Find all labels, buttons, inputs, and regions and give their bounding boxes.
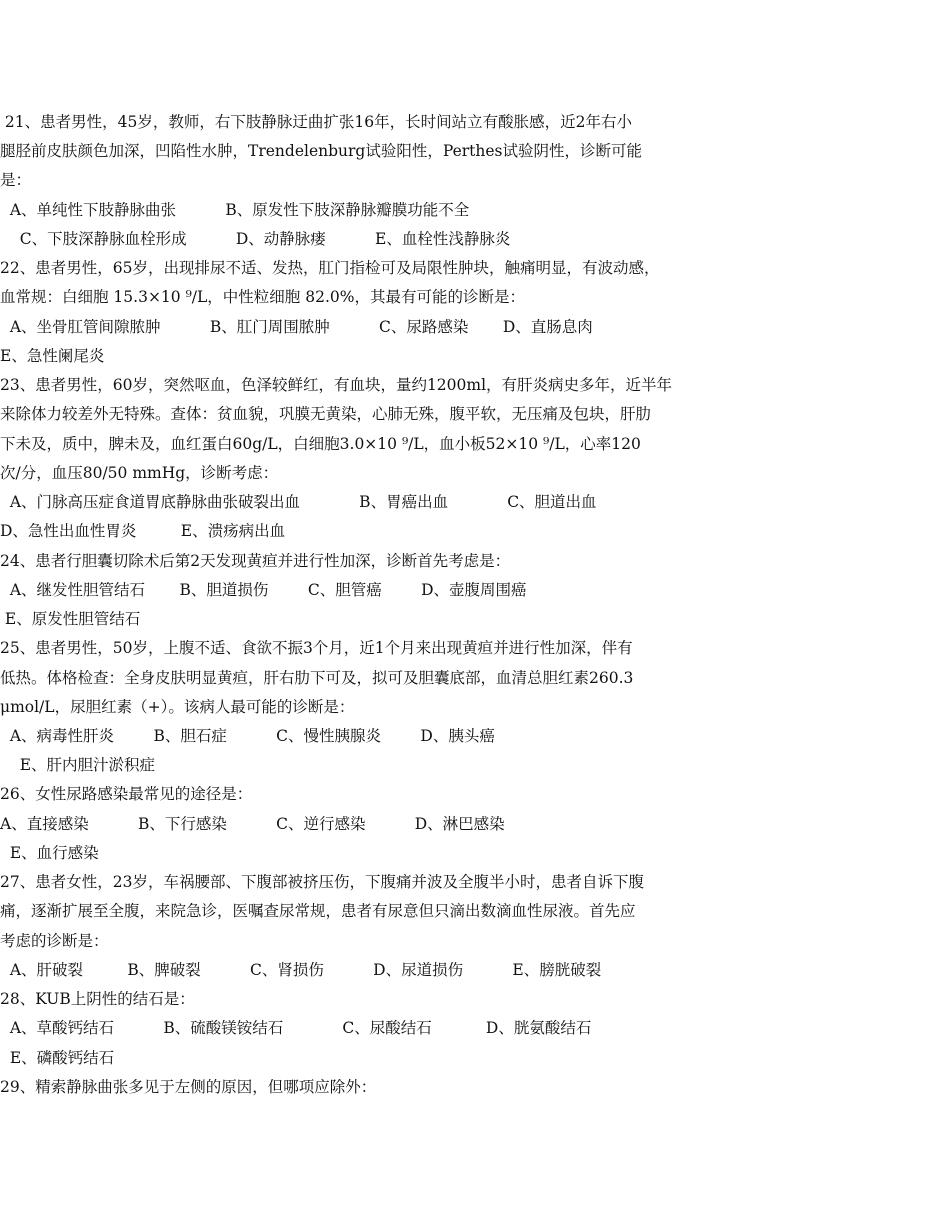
question-26-stem-line: 26、女性尿路感染最常见的途径是： [0,785,253,803]
question-28-options-line: A、草酸钙结石 B、硫酸镁铵结石 C、尿酸结石 D、胱氨酸结石 [0,1019,592,1037]
question-28-options-line: E、磷酸钙结石 [0,1049,115,1067]
question-22-options-line: A、坐骨肛管间隙脓肿 B、肛门周围脓肿 C、尿路感染 D、直肠息肉 [0,318,593,336]
question-25-options-line: A、病毒性肝炎 B、胆石症 C、慢性胰腺炎 D、胰头癌 [0,727,495,745]
question-27-options-line: A、肝破裂 B、脾破裂 C、肾损伤 D、尿道损伤 E、膀胱破裂 [0,961,602,979]
question-28-stem-line: 28、KUB上阴性的结石是： [0,990,195,1008]
question-22-stem-line: 22、患者男性，65岁，出现排尿不适、发热，肛门指检可及局限性肿块，触痛明显，有波动感， [0,259,660,277]
question-22-options-line: E、急性阑尾炎 [0,347,105,365]
question-21-options-line: C、下肢深静脉血栓形成 D、动静脉瘘 E、血栓性浅静脉炎 [0,230,511,248]
question-23-options-line: A、门脉高压症食道胃底静脉曲张破裂出血 B、胃癌出血 C、胆道出血 [0,493,597,511]
question-27-stem-line: 27、患者女性，23岁，车祸腰部、下腹部被挤压伤，下腹痛并波及全腹半小时，患者自诉下腹 [0,873,644,891]
question-21-options-line: A、单纯性下肢静脉曲张 B、原发性下肢深静脉瓣膜功能不全 [0,201,470,219]
question-22-stem-line: 血常规：白细胞 15.3×10 ⁹/L，中性粒细胞 82.0%，其最有可能的诊断是： [0,288,525,306]
question-25-stem-line: 低热。体格检查：全身皮肤明显黄疸，肝右肋下可及，拟可及胆囊底部，血清总胆红素260.3 [0,669,634,687]
question-23-stem-line: 来除体力较差外无特殊。查体：贫血貌，巩膜无黄染，心肺无殊，腹平软，无压痛及包块，肝肋 [0,405,652,423]
question-21-stem-line: 腿胫前皮肤颜色加深，凹陷性水肿，Trendelenburg试验阳性，Perthes试验阴性，诊断可能 [0,142,643,160]
question-26-options-line: A、直接感染 B、下行感染 C、逆行感染 D、淋巴感染 [0,815,505,833]
question-25-options-line: E、肝内胆汁淤积症 [0,756,156,774]
question-21-stem-line: 是： [0,171,32,189]
question-23-stem-line: 下未及，质中，脾未及，血红蛋白60g/L，白细胞3.0×10 ⁹/L，血小板52×10 ⁹/L，心率120 [0,435,641,453]
question-24-options-line: E、原发性胆管结石 [0,610,141,628]
question-27-stem-line: 痛，逐渐扩展至全腹，来院急诊，医嘱查尿常规，患者有尿意但只滴出数滴血性尿液。首先应 [0,902,636,920]
question-25-stem-line: 25、患者男性，50岁，上腹不适、食欲不振3个月，近1个月来出现黄疸并进行性加深，伴有 [0,639,633,657]
question-25-stem-line: μmol/L，尿胆红素（+）。该病人最可能的诊断是： [0,698,355,716]
question-27-stem-line: 考虑的诊断是： [0,932,109,950]
question-23-stem-line: 次/分，血压80/50 mmHg，诊断考虑： [0,464,279,482]
question-21-stem-line: 21、患者男性，45岁，教师，右下肢静脉迂曲扩张16年，长时间站立有酸胀感，近2年右小 [0,113,632,131]
question-26-options-line: E、血行感染 [0,844,99,862]
question-24-options-line: A、继发性胆管结石 B、胆道损伤 C、胆管癌 D、壶腹周围癌 [0,581,527,599]
question-23-options-line: D、急性出血性胃炎 E、溃疡病出血 [0,522,286,540]
question-23-stem-line: 23、患者男性，60岁，突然呕血，色泽较鲜红，有血块，量约1200ml，有肝炎病史多年，近半年 [0,376,673,394]
question-29-stem-line: 29、精索静脉曲张多见于左侧的原因，但哪项应除外： [0,1078,377,1096]
question-24-stem-line: 24、患者行胆囊切除术后第2天发现黄疸并进行性加深，诊断首先考虑是： [0,552,511,570]
